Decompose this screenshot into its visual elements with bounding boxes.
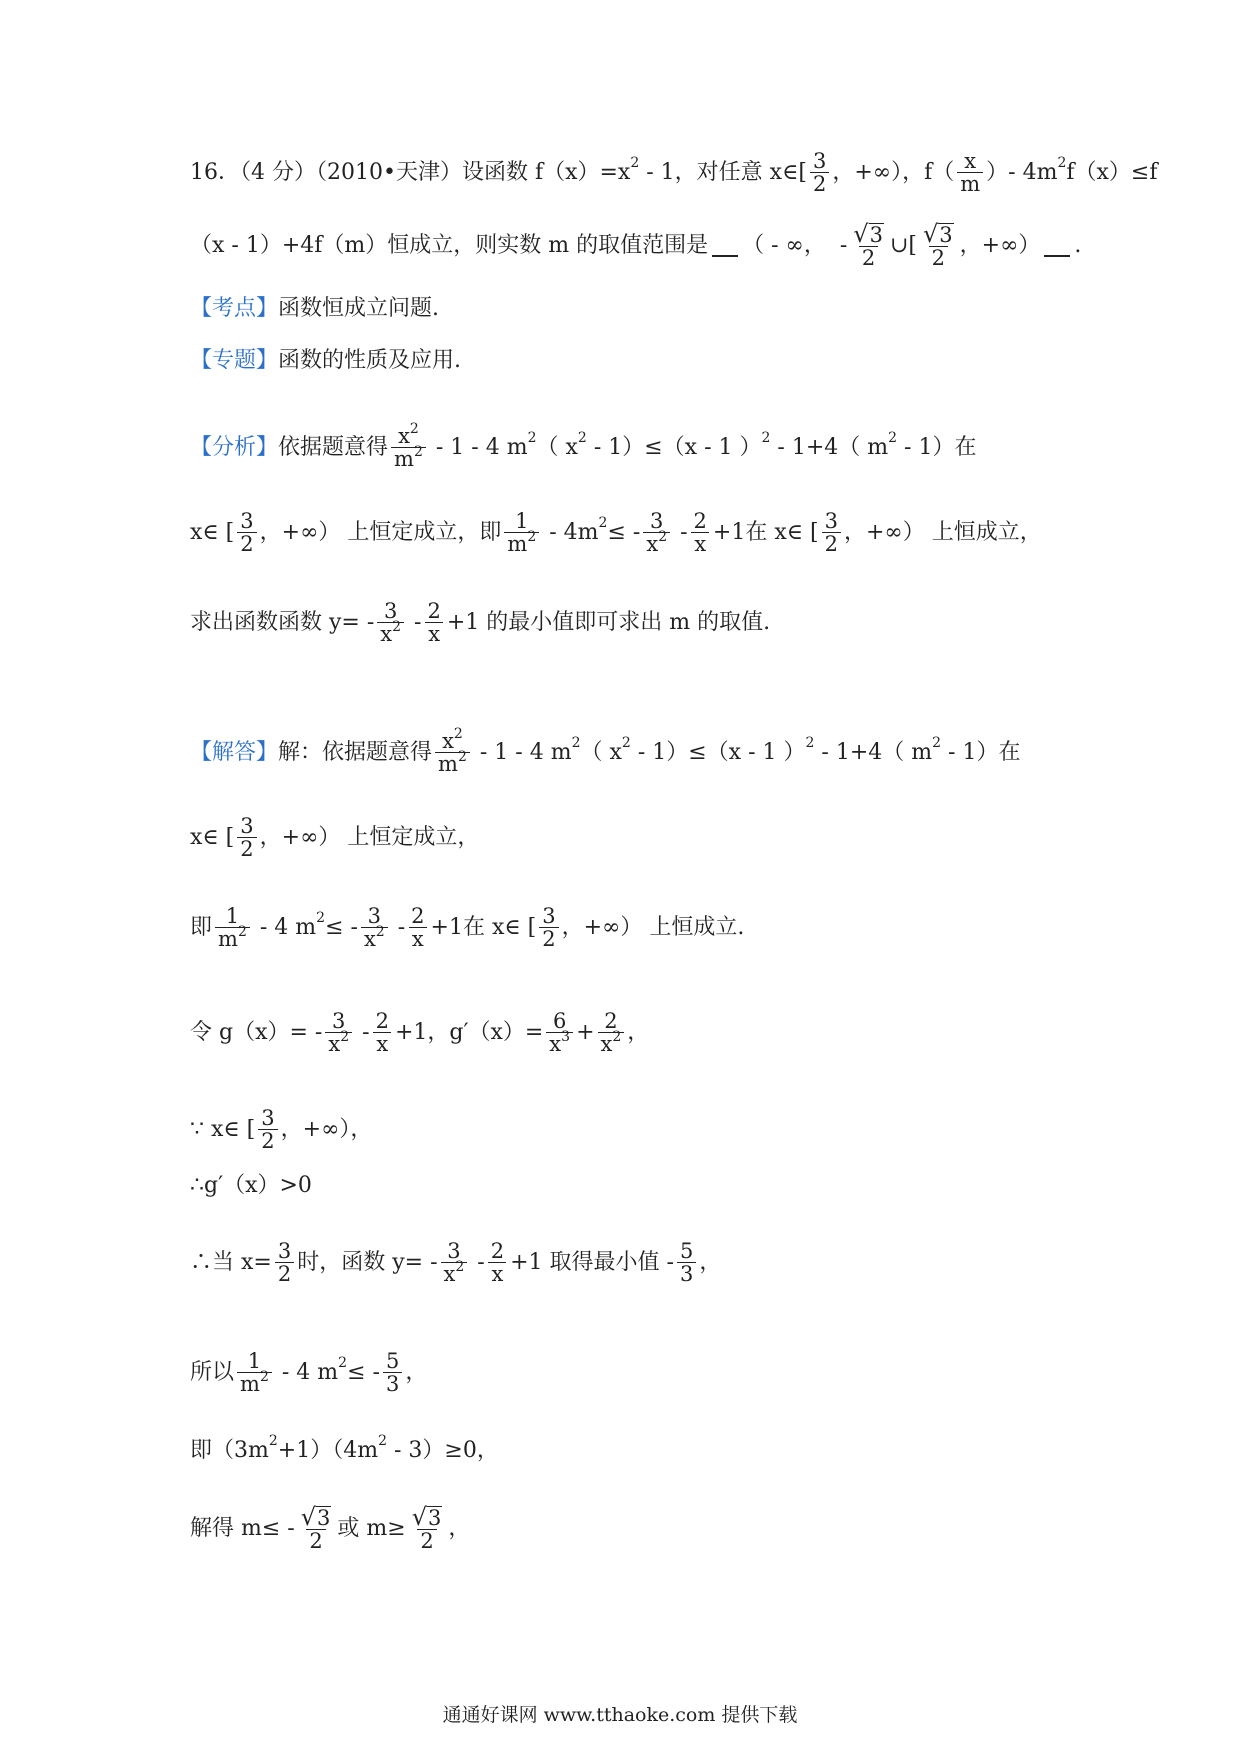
denominator — [361, 924, 388, 952]
fraction — [325, 1010, 352, 1055]
denominator: 2 — [417, 1529, 436, 1552]
text: 依据题意得 — [278, 434, 389, 460]
text: ， — [627, 1019, 650, 1045]
text: ， — [448, 1515, 471, 1541]
text: ，+∞）， — [280, 1116, 373, 1142]
numerator: x — [964, 149, 977, 173]
denominator: 2 — [237, 532, 256, 555]
denominator-base: m — [218, 927, 238, 952]
superscript: 2 — [621, 734, 631, 751]
superscript: 2 — [888, 429, 898, 446]
superscript: 2 — [761, 429, 771, 446]
text: - 4m — [542, 519, 599, 545]
radical-sign: √ — [853, 220, 869, 248]
numerator: 3 — [650, 509, 664, 533]
numerator: 1 — [247, 1349, 262, 1373]
fraction — [504, 510, 539, 555]
superscript: 2 — [805, 734, 815, 751]
fraction — [546, 1010, 573, 1055]
fraction — [361, 905, 388, 950]
denominator — [441, 1259, 468, 1287]
text: +1 取得最小值 - — [510, 1249, 674, 1275]
text: - 1）≤（x - 1 ） — [630, 739, 806, 765]
text: ≤ - — [607, 519, 641, 545]
numerator: 3 — [542, 904, 556, 928]
denominator-base: x — [600, 1032, 613, 1057]
denominator: 2 — [822, 532, 841, 555]
text: - — [390, 914, 406, 940]
superscript: 2 — [340, 1029, 350, 1046]
superscript: 2 — [378, 1433, 387, 1449]
superscript: 2 — [409, 421, 419, 437]
text: ∪[ — [889, 232, 917, 258]
text: ，+∞），f（ — [832, 159, 955, 185]
text: 即（3m — [190, 1438, 269, 1463]
radical-sign: √ — [922, 220, 939, 248]
superscript: 2 — [413, 444, 423, 461]
denominator-base: x — [646, 532, 659, 557]
fraction — [643, 510, 670, 555]
text: - 1，对任意 x∈[ — [639, 159, 807, 185]
kaodian-line — [190, 298, 1090, 320]
text: x∈ [ — [190, 824, 235, 850]
denominator: m — [957, 172, 983, 195]
text: ≤ - — [347, 1359, 380, 1385]
denominator-base: m — [438, 752, 458, 777]
numerator: 1 — [225, 904, 240, 928]
numerator: 2 — [490, 1239, 505, 1263]
fraction — [488, 1240, 507, 1285]
text: - 3）≥0， — [387, 1438, 499, 1463]
denominator — [325, 1029, 352, 1057]
text: ，+∞） 上恒定成立， — [259, 824, 480, 850]
problem-statement-line-1 — [190, 149, 1158, 197]
text: ∵ x∈ [ — [190, 1116, 256, 1142]
text: ，+∞） 上恒定成立，即 — [259, 519, 502, 545]
denominator — [435, 749, 470, 777]
numerator: 3 — [824, 509, 838, 533]
denominator: 2 — [258, 1129, 277, 1152]
denominator — [504, 529, 539, 557]
jieda-line-4 — [190, 1010, 1090, 1055]
superscript: 2 — [259, 1369, 269, 1386]
text: +1在 x∈ [ — [430, 914, 537, 940]
text: - 1 - 4 m — [428, 434, 528, 460]
fraction — [920, 222, 957, 269]
section-label-zhuanti: 【专题】 — [190, 348, 279, 373]
text: ， — [699, 1249, 722, 1275]
radicand: 3 — [939, 222, 953, 247]
page-footer: 通通好课网 www.tthaoke.com 提供下载 — [442, 1704, 798, 1726]
denominator: 3 — [383, 1372, 402, 1395]
superscript: 2 — [658, 529, 668, 546]
problem-statement-line-2 — [190, 222, 1090, 269]
text: 解：依据题意得 — [278, 739, 433, 765]
numerator: 5 — [385, 1349, 400, 1373]
kaodian-text: 函数恒成立问题. — [278, 296, 440, 321]
numerator-base: x — [442, 729, 454, 753]
superscript: 2 — [392, 619, 402, 636]
denominator-base: x — [549, 1032, 562, 1057]
sqrt-numerator — [850, 222, 887, 246]
denominator: x — [409, 927, 427, 950]
fraction — [258, 1107, 277, 1152]
denominator: 2 — [929, 246, 948, 269]
text: 解得 m≤ - — [190, 1515, 295, 1541]
denominator — [391, 444, 426, 472]
text: ， — [405, 1359, 428, 1385]
superscript: 2 — [237, 924, 247, 941]
jieda-line-9 — [190, 1433, 1090, 1463]
superscript: 2 — [612, 1029, 622, 1046]
answer-blank-start — [712, 235, 738, 257]
denominator — [377, 619, 404, 647]
denominator-base: x — [380, 622, 393, 647]
radical-sign: √ — [411, 1503, 427, 1531]
text: 时，函数 y= - — [297, 1249, 438, 1275]
text: ，+∞） 上恒成立， — [844, 519, 1042, 545]
numerator: 6 — [552, 1009, 567, 1033]
jieda-line-5 — [190, 1107, 1090, 1152]
zhuanti-line — [190, 350, 1090, 372]
jieda-line-7 — [190, 1240, 1090, 1285]
fraction — [391, 421, 426, 472]
fraction — [598, 1010, 625, 1055]
numerator: 1 — [515, 509, 529, 533]
text: - 1+4（ m — [814, 739, 933, 765]
text: - 1+4（ m — [770, 434, 889, 460]
text: ∴g′（x）>0 — [190, 1173, 312, 1198]
superscript: 2 — [375, 924, 385, 941]
sqrt-numerator — [920, 222, 957, 246]
text: 所以 — [190, 1359, 235, 1385]
text: - 1）在 — [941, 739, 1021, 765]
text: ，+∞） 上恒成立. — [561, 914, 745, 940]
numerator: 5 — [679, 1239, 694, 1263]
numerator-base: x — [398, 424, 410, 448]
superscript: 2 — [598, 514, 608, 531]
text: +1）（4m — [277, 1438, 379, 1463]
numerator: 3 — [383, 599, 398, 623]
denominator: x — [373, 1032, 391, 1055]
text: - 1）≤（x - 1 ） — [586, 434, 762, 460]
denominator — [643, 529, 670, 557]
section-label-fenxi: 【分析】 — [190, 434, 279, 460]
denominator-base: x — [328, 1032, 341, 1057]
fraction — [408, 905, 427, 950]
fraction — [275, 1240, 294, 1285]
numerator: 3 — [812, 149, 827, 173]
denominator: 2 — [237, 837, 256, 860]
fraction — [215, 905, 250, 950]
denominator: x — [488, 1262, 506, 1285]
section-label-kaodian: 【考点】 — [190, 296, 279, 321]
fenxi-line-1 — [190, 421, 1090, 472]
numerator: 3 — [261, 1106, 275, 1130]
numerator: 2 — [411, 904, 425, 928]
jieda-line-3 — [190, 905, 1090, 950]
fraction — [298, 1505, 335, 1552]
numerator: 2 — [693, 509, 707, 533]
text: - 4 m — [274, 1359, 339, 1385]
numerator: 2 — [375, 1009, 389, 1033]
superscript: 2 — [577, 429, 587, 446]
denominator: 2 — [306, 1529, 325, 1552]
text: - — [673, 519, 688, 545]
superscript: 2 — [268, 1433, 278, 1449]
superscript: 2 — [455, 1259, 465, 1276]
superscript: 2 — [1057, 154, 1067, 171]
numerator: 3 — [332, 1009, 346, 1033]
radical-sign: √ — [300, 1503, 317, 1531]
superscript: 2 — [453, 726, 463, 742]
denominator-base: x — [363, 927, 376, 952]
superscript: 2 — [527, 529, 537, 546]
text: - — [470, 1249, 485, 1275]
numerator: 3 — [240, 814, 254, 838]
jieda-line-10 — [190, 1505, 1090, 1552]
fraction — [377, 600, 404, 645]
denominator: x — [425, 622, 443, 645]
fraction — [850, 222, 887, 269]
denominator: 3 — [677, 1262, 696, 1285]
denominator: 2 — [539, 927, 558, 950]
fraction — [425, 600, 444, 645]
text: x∈ [ — [190, 519, 235, 545]
numerator: 3 — [277, 1239, 292, 1263]
superscript: 2 — [457, 749, 467, 766]
denominator: 2 — [810, 172, 829, 195]
denominator: 2 — [859, 246, 878, 269]
radicand: 3 — [869, 222, 883, 247]
denominator — [598, 1029, 625, 1057]
text: 求出函数函数 y= - — [190, 609, 375, 635]
fraction — [677, 1240, 696, 1285]
jieda-line-1 — [190, 726, 1090, 777]
superscript: 2 — [630, 154, 640, 171]
fraction — [409, 1505, 446, 1552]
text: - 4 m — [252, 914, 317, 940]
denominator — [546, 1029, 573, 1057]
fraction — [957, 150, 983, 195]
text: ∴当 x= — [190, 1249, 272, 1275]
fenxi-line-3 — [190, 600, 1090, 645]
superscript: 2 — [338, 1354, 348, 1371]
fraction — [383, 1350, 402, 1395]
section-label-jieda: 【解答】 — [190, 739, 279, 765]
text: +1，g′（x）= — [394, 1019, 544, 1045]
jieda-line-8 — [190, 1350, 1090, 1395]
text: 或 m≥ — [337, 1515, 406, 1541]
denominator-base: x — [443, 1262, 456, 1287]
text: - — [355, 1019, 370, 1045]
text: ，+∞） — [959, 232, 1041, 258]
fraction — [237, 1350, 272, 1395]
fraction — [435, 726, 470, 777]
jieda-line-6 — [190, 1175, 1090, 1197]
denominator: x — [691, 532, 709, 555]
fraction — [237, 510, 256, 555]
denominator — [215, 924, 250, 952]
text: + — [576, 1019, 595, 1045]
denominator-base: m — [394, 447, 414, 472]
text: 16．（4 分）（2010•天津）设函数 f（x）=x — [190, 159, 631, 185]
text: （ x — [580, 739, 622, 765]
fraction — [691, 510, 710, 555]
numerator: 3 — [240, 509, 254, 533]
superscript: 2 — [316, 909, 326, 926]
text: - 1）在 — [897, 434, 977, 460]
superscript: 3 — [561, 1029, 571, 1046]
text: 即 — [190, 914, 213, 940]
text: （ x — [536, 434, 578, 460]
superscript: 2 — [571, 734, 581, 751]
text: - 1 - 4 m — [472, 739, 572, 765]
numerator: 2 — [427, 599, 441, 623]
text: +1 的最小值即可求出 m 的取值. — [446, 609, 771, 635]
numerator: 2 — [604, 1009, 618, 1033]
fraction — [822, 510, 841, 555]
denominator — [237, 1369, 272, 1397]
superscript: 2 — [527, 429, 537, 446]
fraction — [810, 150, 829, 195]
sqrt-numerator — [298, 1505, 335, 1529]
fraction — [237, 815, 256, 860]
text: f（x）≤f — [1066, 159, 1158, 185]
text: ）- 4m — [986, 159, 1058, 185]
denominator-base: m — [507, 532, 528, 557]
sqrt-numerator — [409, 1505, 446, 1529]
fraction — [373, 1010, 392, 1055]
fraction — [441, 1240, 468, 1285]
answer-text: （ - ∞， - — [742, 232, 848, 258]
answer-blank-end — [1044, 235, 1070, 257]
numerator: 3 — [367, 904, 381, 928]
denominator-base: m — [240, 1372, 260, 1397]
superscript: 2 — [932, 734, 942, 751]
numerator: 3 — [447, 1239, 461, 1263]
text: 令 g（x）= - — [190, 1019, 323, 1045]
text: . — [1074, 232, 1082, 258]
fenxi-line-2 — [190, 510, 1090, 555]
radicand: 3 — [427, 1505, 442, 1530]
zhuanti-text: 函数的性质及应用. — [278, 348, 462, 373]
denominator: 2 — [275, 1262, 294, 1285]
text: +1在 x∈ [ — [712, 519, 819, 545]
text: - — [407, 609, 422, 635]
text: ≤ - — [325, 914, 358, 940]
radicand: 3 — [317, 1505, 331, 1530]
jieda-line-2 — [190, 815, 1090, 860]
text: （x - 1）+4f（m）恒成立，则实数 m 的取值范围是 — [190, 232, 709, 258]
fraction — [539, 905, 558, 950]
